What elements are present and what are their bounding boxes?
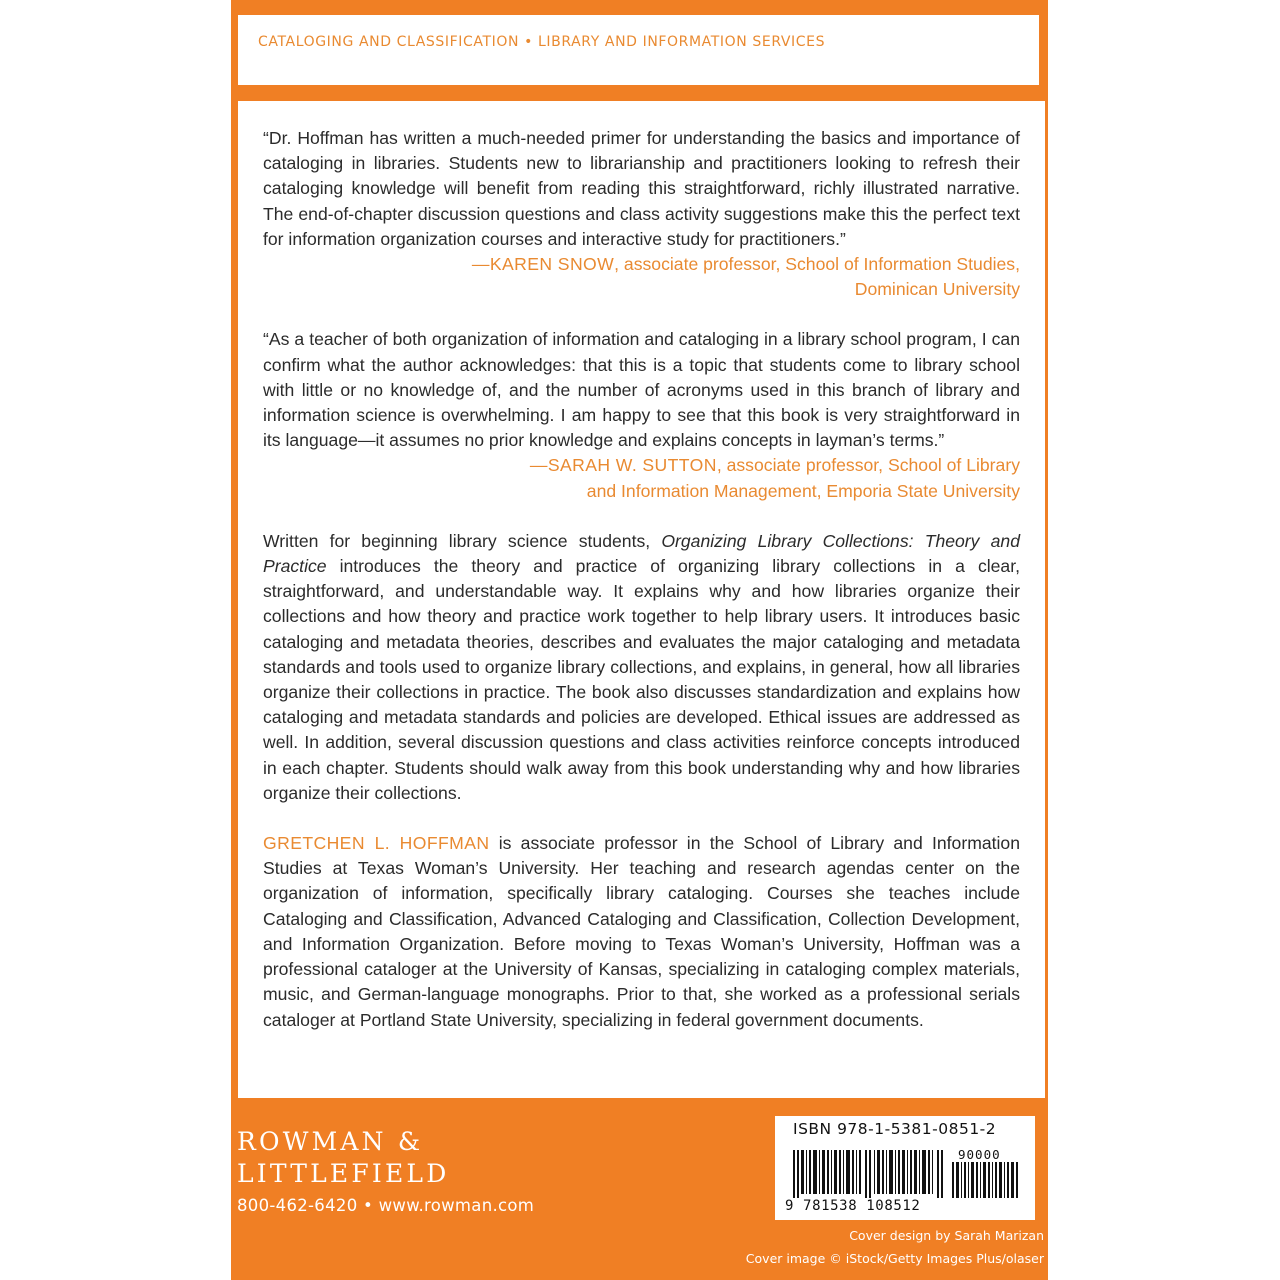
publisher-block: [237, 1126, 534, 1215]
isbn-barcode: [775, 1116, 1035, 1220]
author-bio: [263, 831, 1020, 1033]
barcode-bars-main: [793, 1150, 945, 1198]
book-title: Organizing Library Collections: Theory and Practice: [263, 530, 1020, 577]
review-attribution-2: [263, 453, 1020, 503]
barcode-price-code: 90000: [958, 1147, 1001, 1162]
reviewer-affiliation-1a: , associate professor, School of Information Studies,: [614, 254, 1020, 275]
series-label: CATALOGING AND CLASSIFICATION • LIBRARY AND INFORMATION SERVICES: [258, 34, 826, 50]
description-intro: Written for beginning library science students,: [263, 530, 662, 551]
series-banner: [238, 15, 1039, 85]
reviewer-name-2: —SARAH W. SUTTON: [529, 455, 717, 476]
author-bio-text: is associate professor in the School of Library and Information Studies at Texas Woman’s University. Her teaching and research agendas center on the organization of information, specifically library cataloging. Courses she teaches include Cataloging and Classification, Advanced Cataloging and Classification, Collection Development, and Information Organization. Before moving to Texas Woman’s University, Hoffman was a professional cataloger at the University of Kansas, specializing in cataloging complex materials, music, and German-language monographs. Prior to that, she worked as a professional serials cataloger at Portland State University, specializing in federal government documents.: [263, 833, 1020, 1030]
isbn-number: ISBN 978-1-5381-0851-2: [793, 1120, 997, 1138]
cover-design-credit: Cover design by Sarah Marizan: [849, 1228, 1044, 1243]
cover-credits: [746, 1224, 1044, 1270]
reviewer-affiliation-1b: Dominican University: [854, 279, 1020, 300]
content-text: [263, 126, 1020, 1033]
description-body: introduces the theory and practice of organizing library collections in a clear, straightforward, and understandable way. It explains why and how libraries organize their collections and how theory and practice work together to help library users. It introduces basic cataloging and metadata theories, describes and evaluates the major cataloging and metadata standards and tools used to organize library collections, and explains, in general, how all libraries organize their collections in practice. The book also discusses standardization and explains how cataloging and metadata standards and policies are developed. Ethical issues are addressed as well. In addition, several discussion questions and class activities reinforce concepts introduced in each chapter. Students should walk away from this book understanding why and how libraries organize their collections.: [263, 556, 1020, 803]
reviewer-affiliation-2b: and Information Management, Emporia State University: [586, 480, 1020, 501]
barcode-digits: 9 781538 108512: [785, 1198, 921, 1214]
review-attribution-1: [263, 252, 1020, 302]
review-quote-1: “Dr. Hoffman has written a much-needed primer for understanding the basics and importance of cataloging in libraries. Students new to librarianship and practitioners looking to refresh their cataloging knowledge will benefit from reading this straightforward, richly illustrated narrative. The end-of-chapter discussion questions and class activity suggestions make this the perfect text for information organization courses and interactive study for practitioners.”: [263, 128, 1020, 249]
reviewer-affiliation-2a: , associate professor, School of Library: [716, 455, 1020, 476]
author-name: GRETCHEN L. HOFFMAN: [263, 833, 490, 854]
publisher-contact: 800-462-6420 • www.rowman.com: [237, 1196, 535, 1215]
cover-image-credit: Cover image © iStock/Getty Images Plus/olaser: [745, 1251, 1044, 1266]
barcode-bars-addon: [952, 1162, 1018, 1198]
review-quote-2: “As a teacher of both organization of information and cataloging in a library school program, I can confirm what the author acknowledges: that this is a topic that students come to library school with little or no knowledge of, and the number of acronyms used in this branch of library and information science is overwhelming. I am happy to see that this book is very straightforward in its language—it assumes no prior knowledge and explains concepts in layman’s terms.”: [263, 329, 1020, 451]
publisher-name-line1: ROWMAN &: [237, 1127, 424, 1156]
book-back-cover: [231, 0, 1048, 1280]
content-panel: [238, 101, 1045, 1098]
book-description: [263, 529, 1020, 806]
publisher-name-line2: LITTLEFIELD: [237, 1159, 450, 1188]
reviewer-name-1: —KAREN SNOW: [471, 254, 615, 275]
